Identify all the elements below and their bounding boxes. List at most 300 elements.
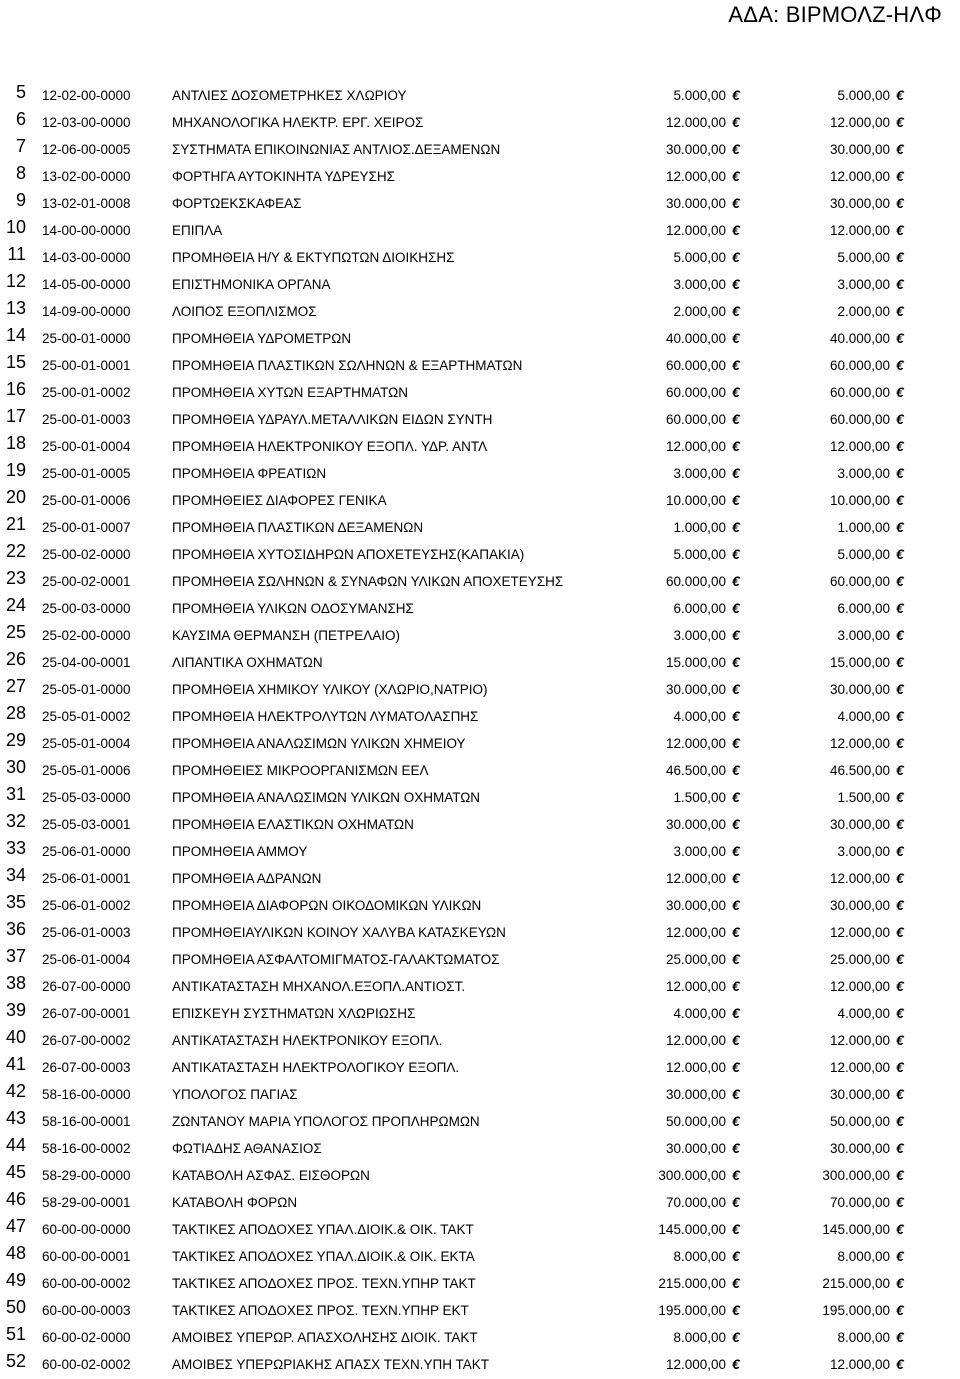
table-row	[0, 757, 960, 784]
euro-symbol: €	[896, 600, 904, 616]
account-code: 25-05-03-0001	[42, 817, 131, 832]
euro-symbol: €	[732, 1086, 740, 1102]
amount-total: 3.000,00	[837, 277, 890, 292]
account-description: ΠΡΟΜΗΘΕΙΑ ΧΥΤΟΣΙΔΗΡΩΝ ΑΠΟΧΕΤΕΥΣΗΣ(ΚΑΠΑΚΙΑ)	[172, 547, 525, 562]
euro-symbol: €	[732, 600, 740, 616]
account-code: 25-00-01-0001	[42, 358, 131, 373]
euro-symbol: €	[732, 681, 740, 697]
euro-symbol: €	[732, 222, 740, 238]
row-number: 8	[15, 163, 26, 183]
table-row	[0, 919, 960, 946]
row-number: 5	[15, 82, 26, 102]
euro-symbol: €	[732, 141, 740, 157]
account-description: ΑΝΤΙΚΑΤΑΣΤΑΣΗ ΗΛΕΚΤΡΟΛΟΓΙΚΟΥ ΕΞΟΠΛ.	[172, 1060, 460, 1075]
row-number: 48	[5, 1243, 26, 1263]
account-code: 25-06-01-0004	[42, 952, 131, 967]
amount-budget: 12.000,00	[665, 169, 726, 184]
euro-symbol: €	[732, 1194, 740, 1210]
row-number: 37	[5, 946, 26, 966]
account-description: ΠΡΟΜΗΘΕΙΑ ΔΙΑΦΟΡΩΝ ΟΙΚΟΔΟΜΙΚΩΝ ΥΛΙΚΩΝ	[172, 898, 482, 913]
amount-budget: 2.000,00	[673, 304, 726, 319]
euro-symbol: €	[732, 168, 740, 184]
amount-budget: 30.000,00	[665, 817, 726, 832]
euro-symbol: €	[732, 465, 740, 481]
row-number: 33	[5, 838, 26, 858]
euro-symbol: €	[896, 492, 904, 508]
euro-symbol: €	[896, 1113, 904, 1129]
amount-budget: 60.000,00	[665, 385, 726, 400]
account-code: 58-29-00-0001	[42, 1195, 131, 1210]
account-description: ΠΡΟΜΗΘΕΙΑ ΠΛΑΣΤΙΚΩΝ ΣΩΛΗΝΩΝ & ΕΞΑΡΤΗΜΑΤΩΝ	[172, 358, 523, 373]
euro-symbol: €	[896, 1329, 904, 1345]
account-code: 12-03-00-0000	[42, 115, 131, 130]
euro-symbol: €	[732, 870, 740, 886]
amount-total: 3.000,00	[837, 844, 890, 859]
row-number: 18	[5, 433, 26, 453]
euro-symbol: €	[732, 438, 740, 454]
euro-symbol: €	[896, 222, 904, 238]
table-row	[0, 217, 960, 244]
table-row	[0, 163, 960, 190]
account-code: 25-06-01-0003	[42, 925, 131, 940]
amount-total: 60.000,00	[829, 358, 890, 373]
amount-budget: 12.000,00	[665, 223, 726, 238]
euro-symbol: €	[732, 303, 740, 319]
account-code: 25-00-01-0007	[42, 520, 131, 535]
amount-budget: 1.000,00	[673, 520, 726, 535]
account-description: ΠΡΟΜΗΘΕΙΑ ΗΛΕΚΤΡΟΛΥΤΩΝ ΛΥΜΑΤΟΛΑΣΠΗΣ	[172, 709, 479, 724]
account-code: 13-02-00-0000	[42, 169, 131, 184]
table-row	[0, 1054, 960, 1081]
amount-budget: 4.000,00	[673, 1006, 726, 1021]
table-row	[0, 487, 960, 514]
row-number: 45	[5, 1162, 26, 1182]
row-number: 25	[5, 622, 26, 642]
amount-total: 6.000,00	[837, 601, 890, 616]
row-number: 6	[15, 109, 26, 129]
account-code: 60-00-00-0000	[42, 1222, 131, 1237]
account-code: 14-05-00-0000	[42, 277, 131, 292]
table-row	[0, 514, 960, 541]
amount-total: 12.000,00	[829, 115, 890, 130]
euro-symbol: €	[732, 1167, 740, 1183]
amount-budget: 30.000,00	[665, 1087, 726, 1102]
euro-symbol: €	[896, 1302, 904, 1318]
account-code: 12-06-00-0005	[42, 142, 131, 157]
amount-budget: 30.000,00	[665, 1141, 726, 1156]
account-code: 58-16-00-0002	[42, 1141, 131, 1156]
euro-symbol: €	[896, 249, 904, 265]
row-number: 13	[5, 298, 26, 318]
amount-budget: 50.000,00	[665, 1114, 726, 1129]
amount-total: 60.000,00	[829, 385, 890, 400]
row-number: 17	[5, 406, 26, 426]
amount-budget: 25.000,00	[665, 952, 726, 967]
euro-symbol: €	[896, 843, 904, 859]
table-row	[0, 406, 960, 433]
euro-symbol: €	[732, 276, 740, 292]
account-code: 14-03-00-0000	[42, 250, 131, 265]
amount-total: 8.000,00	[837, 1249, 890, 1264]
row-number: 30	[5, 757, 26, 777]
euro-symbol: €	[896, 195, 904, 211]
account-code: 26-07-00-0002	[42, 1033, 131, 1048]
row-number: 38	[5, 973, 26, 993]
table-row	[0, 595, 960, 622]
row-number: 35	[5, 892, 26, 912]
amount-total: 30.000,00	[829, 682, 890, 697]
amount-budget: 30.000,00	[665, 196, 726, 211]
table-row	[0, 1027, 960, 1054]
euro-symbol: €	[732, 1032, 740, 1048]
account-description: ΛΙΠΑΝΤΙΚΑ ΟΧΗΜΑΤΩΝ	[172, 655, 323, 670]
amount-total: 30.000,00	[829, 1087, 890, 1102]
row-number: 41	[5, 1054, 26, 1074]
euro-symbol: €	[896, 654, 904, 670]
euro-symbol: €	[896, 1167, 904, 1183]
account-description: ΠΡΟΜΗΘΕΙΕΣ ΔΙΑΦΟΡΕΣ ΓΕΝΙΚΑ	[172, 493, 387, 508]
amount-total: 12.000,00	[829, 223, 890, 238]
euro-symbol: €	[896, 951, 904, 967]
account-code: 25-05-01-0000	[42, 682, 131, 697]
row-number: 16	[5, 379, 26, 399]
row-number: 47	[5, 1216, 26, 1236]
euro-symbol: €	[732, 249, 740, 265]
euro-symbol: €	[896, 789, 904, 805]
euro-symbol: €	[896, 735, 904, 751]
amount-budget: 12.000,00	[665, 1357, 726, 1372]
account-description: ΦΟΡΤΩΕΚΣΚΑΦΕΑΣ	[172, 196, 302, 211]
euro-symbol: €	[896, 1275, 904, 1291]
amount-total: 40.000,00	[829, 331, 890, 346]
row-number: 27	[5, 676, 26, 696]
row-number: 46	[5, 1189, 26, 1209]
amount-budget: 145.000,00	[658, 1222, 726, 1237]
amount-total: 145.000,00	[822, 1222, 890, 1237]
amount-total: 1.500,00	[837, 790, 890, 805]
amount-budget: 46.500,00	[665, 763, 726, 778]
account-code: 25-00-01-0003	[42, 412, 131, 427]
amount-total: 12.000,00	[829, 1060, 890, 1075]
amount-total: 12.000,00	[829, 979, 890, 994]
euro-symbol: €	[732, 735, 740, 751]
euro-symbol: €	[732, 1059, 740, 1075]
euro-symbol: €	[732, 87, 740, 103]
account-description: ΦΟΡΤΗΓΑ ΑΥΤΟΚΙΝΗΤΑ ΥΔΡΕΥΣΗΣ	[172, 169, 395, 184]
amount-budget: 15.000,00	[665, 655, 726, 670]
amount-total: 215.000,00	[822, 1276, 890, 1291]
amount-total: 2.000,00	[837, 304, 890, 319]
euro-symbol: €	[732, 1221, 740, 1237]
euro-symbol: €	[896, 1032, 904, 1048]
row-number: 21	[5, 514, 26, 534]
account-code: 25-06-01-0000	[42, 844, 131, 859]
euro-symbol: €	[896, 1086, 904, 1102]
budget-table	[0, 82, 960, 1378]
account-description: ΕΠΙΣΚΕΥΗ ΣΥΣΤΗΜΑΤΩΝ ΧΛΩΡΙΩΣΗΣ	[172, 1006, 416, 1021]
account-description: ΠΡΟΜΗΘΕΙΑΥΛΙΚΩΝ ΚΟΙΝΟΥ ΧΑΛΥΒΑ ΚΑΤΑΣΚΕΥΩΝ	[172, 925, 506, 940]
euro-symbol: €	[896, 1140, 904, 1156]
amount-total: 5.000,00	[837, 250, 890, 265]
table-row	[0, 811, 960, 838]
account-description: ΛΟΙΠΟΣ ΕΞΟΠΛΙΣΜΟΣ	[172, 304, 317, 319]
table-row	[0, 865, 960, 892]
euro-symbol: €	[732, 627, 740, 643]
amount-total: 25.000,00	[829, 952, 890, 967]
amount-total: 30.000,00	[829, 817, 890, 832]
account-code: 25-02-00-0000	[42, 628, 131, 643]
ada-code: ΑΔΑ: ΒΙΡΜΟΛΖ-ΗΛΦ	[728, 2, 942, 27]
amount-budget: 300.000,00	[658, 1168, 726, 1183]
amount-budget: 12.000,00	[665, 979, 726, 994]
table-row	[0, 1270, 960, 1297]
euro-symbol: €	[732, 654, 740, 670]
euro-symbol: €	[896, 816, 904, 832]
account-code: 14-00-00-0000	[42, 223, 131, 238]
account-description: ΖΩΝΤΑΝΟΥ ΜΑΡΙΑ ΥΠΟΛΟΓΟΣ ΠΡΟΠΛΗΡΩΜΩΝ	[172, 1114, 480, 1129]
account-code: 25-00-02-0000	[42, 547, 131, 562]
euro-symbol: €	[732, 1113, 740, 1129]
euro-symbol: €	[896, 87, 904, 103]
row-number: 14	[5, 325, 26, 345]
account-description: ΣΥΣΤΗΜΑΤΑ ΕΠΙΚΟΙΝΩΝΙΑΣ ΑΝΤΛΙΟΣ.ΔΕΞΑΜΕΝΩΝ	[172, 142, 501, 157]
table-row	[0, 892, 960, 919]
table-row	[0, 1162, 960, 1189]
euro-symbol: €	[896, 357, 904, 373]
account-code: 58-29-00-0000	[42, 1168, 131, 1183]
account-description: ΚΑΥΣΙΜΑ ΘΕΡΜΑΝΣΗ (ΠΕΤΡΕΛΑΙΟ)	[172, 628, 400, 643]
amount-total: 12.000,00	[829, 169, 890, 184]
account-description: ΠΡΟΜΗΘΕΙΑ ΦΡΕΑΤΙΩΝ	[172, 466, 327, 481]
row-number: 34	[5, 865, 26, 885]
amount-total: 195.000,00	[822, 1303, 890, 1318]
euro-symbol: €	[896, 627, 904, 643]
amount-total: 60.000,00	[829, 574, 890, 589]
account-description: ΑΜΟΙΒΕΣ ΥΠΕΡΩΡΙΑΚΗΣ ΑΠΑΣΧ ΤΕΧΝ.ΥΠΗ ΤΑΚΤ	[172, 1357, 489, 1372]
table-row	[0, 730, 960, 757]
account-code: 60-00-02-0002	[42, 1357, 131, 1372]
euro-symbol: €	[896, 1356, 904, 1372]
account-code: 25-00-01-0000	[42, 331, 131, 346]
account-code: 58-16-00-0000	[42, 1087, 131, 1102]
amount-total: 4.000,00	[837, 1006, 890, 1021]
amount-budget: 4.000,00	[673, 709, 726, 724]
amount-total: 8.000,00	[837, 1330, 890, 1345]
amount-total: 4.000,00	[837, 709, 890, 724]
euro-symbol: €	[732, 384, 740, 400]
amount-budget: 12.000,00	[665, 439, 726, 454]
table-row	[0, 946, 960, 973]
account-description: ΠΡΟΜΗΘΕΙΑ ΧΥΤΩΝ ΕΞΑΡΤΗΜΑΤΩΝ	[172, 385, 408, 400]
account-code: 26-07-00-0003	[42, 1060, 131, 1075]
euro-symbol: €	[732, 519, 740, 535]
euro-symbol: €	[896, 276, 904, 292]
amount-budget: 30.000,00	[665, 682, 726, 697]
amount-budget: 215.000,00	[658, 1276, 726, 1291]
row-number: 49	[5, 1270, 26, 1290]
amount-total: 12.000,00	[829, 1033, 890, 1048]
account-description: ΑΜΟΙΒΕΣ ΥΠΕΡΩΡ. ΑΠΑΣΧΟΛΗΣΗΣ ΔΙΟΙΚ. ΤΑΚΤ	[172, 1330, 478, 1345]
account-description: ΕΠΙΣΤΗΜΟΝΙΚΑ ΟΡΓΑΝΑ	[172, 277, 331, 292]
euro-symbol: €	[896, 870, 904, 886]
table-row	[0, 460, 960, 487]
row-number: 19	[5, 460, 26, 480]
account-description: ΜΗΧΑΝΟΛΟΓΙΚΑ ΗΛΕΚΤΡ. ΕΡΓ. ΧΕΙΡΟΣ	[172, 115, 424, 130]
account-description: ΕΠΙΠΛΑ	[172, 223, 223, 238]
account-code: 60-00-02-0000	[42, 1330, 131, 1345]
row-number: 43	[5, 1108, 26, 1128]
table-row	[0, 271, 960, 298]
table-row	[0, 1081, 960, 1108]
account-code: 25-05-01-0006	[42, 763, 131, 778]
account-code: 12-02-00-0000	[42, 88, 131, 103]
euro-symbol: €	[896, 519, 904, 535]
row-number: 44	[5, 1135, 26, 1155]
table-row	[0, 703, 960, 730]
euro-symbol: €	[896, 411, 904, 427]
table-row	[0, 325, 960, 352]
euro-symbol: €	[732, 1248, 740, 1264]
amount-budget: 3.000,00	[673, 466, 726, 481]
euro-symbol: €	[896, 438, 904, 454]
amount-total: 30.000,00	[829, 898, 890, 913]
amount-total: 60.000,00	[829, 412, 890, 427]
euro-symbol: €	[732, 951, 740, 967]
amount-budget: 12.000,00	[665, 871, 726, 886]
euro-symbol: €	[896, 978, 904, 994]
table-row	[0, 973, 960, 1000]
amount-total: 30.000,00	[829, 142, 890, 157]
euro-symbol: €	[732, 843, 740, 859]
euro-symbol: €	[732, 114, 740, 130]
amount-budget: 8.000,00	[673, 1249, 726, 1264]
euro-symbol: €	[896, 1194, 904, 1210]
account-description: ΠΡΟΜΗΘΕΙΑ Η/Υ & ΕΚΤΥΠΩΤΩΝ ΔΙΟΙΚΗΣΗΣ	[172, 250, 455, 265]
amount-budget: 6.000,00	[673, 601, 726, 616]
account-description: ΠΡΟΜΗΘΕΙΑ ΧΗΜΙΚΟΥ ΥΛΙΚΟΥ (ΧΛΩΡΙΟ,ΝΑΤΡΙΟ)	[172, 682, 488, 697]
account-description: ΤΑΚΤΙΚΕΣ ΑΠΟΔΟΧΕΣ ΠΡΟΣ. ΤΕΧΝ.ΥΠΗΡ ΕΚΤ	[172, 1303, 469, 1318]
amount-total: 5.000,00	[837, 547, 890, 562]
row-number: 52	[5, 1351, 26, 1371]
amount-budget: 12.000,00	[665, 1060, 726, 1075]
amount-budget: 5.000,00	[673, 250, 726, 265]
amount-total: 1.000,00	[837, 520, 890, 535]
row-number: 42	[5, 1081, 26, 1101]
table-row	[0, 109, 960, 136]
account-description: ΠΡΟΜΗΘΕΙΑ ΥΔΡΑΥΛ.ΜΕΤΑΛΛΙΚΩΝ ΕΙΔΩΝ ΣΥΝΤΗ	[172, 412, 493, 427]
account-description: ΠΡΟΜΗΘΕΙΑ ΑΔΡΑΝΩΝ	[172, 871, 322, 886]
account-description: ΦΩΤΙΑΔΗΣ ΑΘΑΝΑΣΙΟΣ	[172, 1141, 322, 1156]
amount-total: 3.000,00	[837, 628, 890, 643]
table-row	[0, 1189, 960, 1216]
row-number: 51	[5, 1324, 26, 1344]
amount-budget: 195.000,00	[658, 1303, 726, 1318]
euro-symbol: €	[896, 465, 904, 481]
table-row	[0, 568, 960, 595]
euro-symbol: €	[732, 897, 740, 913]
account-description: ΠΡΟΜΗΘΕΙΑ ΣΩΛΗΝΩΝ & ΣΥΝΑΦΩΝ ΥΛΙΚΩΝ ΑΠΟΧΕΤΕΥΣΗΣ	[172, 574, 564, 589]
account-description: ΚΑΤΑΒΟΛΗ ΑΣΦΑΣ. ΕΙΣΘΟΡΩΝ	[172, 1168, 370, 1183]
amount-budget: 5.000,00	[673, 88, 726, 103]
row-number: 28	[5, 703, 26, 723]
amount-budget: 10.000,00	[665, 493, 726, 508]
account-code: 60-00-00-0003	[42, 1303, 131, 1318]
euro-symbol: €	[732, 1005, 740, 1021]
amount-total: 70.000,00	[829, 1195, 890, 1210]
account-code: 25-00-02-0001	[42, 574, 131, 589]
amount-total: 12.000,00	[829, 1357, 890, 1372]
amount-budget: 30.000,00	[665, 142, 726, 157]
euro-symbol: €	[732, 1356, 740, 1372]
euro-symbol: €	[732, 546, 740, 562]
euro-symbol: €	[896, 1248, 904, 1264]
account-code: 25-05-01-0004	[42, 736, 131, 751]
amount-total: 15.000,00	[829, 655, 890, 670]
table-row	[0, 298, 960, 325]
account-description: ΠΡΟΜΗΘΕΙΑ ΥΔΡΟΜΕΤΡΩΝ	[172, 331, 352, 346]
amount-total: 50.000,00	[829, 1114, 890, 1129]
account-code: 26-07-00-0000	[42, 979, 131, 994]
table-row	[0, 1243, 960, 1270]
table-row	[0, 82, 960, 109]
euro-symbol: €	[732, 573, 740, 589]
account-code: 58-16-00-0001	[42, 1114, 131, 1129]
table-row	[0, 1351, 960, 1378]
euro-symbol: €	[732, 195, 740, 211]
amount-total: 12.000,00	[829, 439, 890, 454]
euro-symbol: €	[732, 924, 740, 940]
table-row	[0, 676, 960, 703]
table-row	[0, 838, 960, 865]
account-description: ΚΑΤΑΒΟΛΗ ΦΟΡΩΝ	[172, 1195, 298, 1210]
account-code: 25-00-01-0006	[42, 493, 131, 508]
row-number: 12	[5, 271, 26, 291]
amount-budget: 60.000,00	[665, 412, 726, 427]
amount-budget: 3.000,00	[673, 628, 726, 643]
euro-symbol: €	[732, 357, 740, 373]
amount-budget: 60.000,00	[665, 358, 726, 373]
account-description: ΤΑΚΤΙΚΕΣ ΑΠΟΔΟΧΕΣ ΥΠΑΛ.ΔΙΟΙΚ.& ΟΙΚ. ΤΑΚΤ	[172, 1222, 474, 1237]
euro-symbol: €	[732, 762, 740, 778]
row-number: 40	[5, 1027, 26, 1047]
euro-symbol: €	[732, 816, 740, 832]
row-number: 29	[5, 730, 26, 750]
row-number: 10	[5, 217, 26, 237]
euro-symbol: €	[896, 330, 904, 346]
euro-symbol: €	[732, 789, 740, 805]
account-description: ΑΝΤΙΚΑΤΑΣΤΑΣΗ ΗΛΕΚΤΡΟΝΙΚΟΥ ΕΞΟΠΛ.	[172, 1033, 443, 1048]
euro-symbol: €	[732, 1329, 740, 1345]
table-row	[0, 1324, 960, 1351]
amount-total: 12.000,00	[829, 871, 890, 886]
amount-budget: 12.000,00	[665, 1033, 726, 1048]
account-code: 25-04-00-0001	[42, 655, 131, 670]
table-row	[0, 190, 960, 217]
account-code: 60-00-00-0001	[42, 1249, 131, 1264]
euro-symbol: €	[732, 330, 740, 346]
table-row	[0, 136, 960, 163]
euro-symbol: €	[732, 1302, 740, 1318]
table-row	[0, 244, 960, 271]
euro-symbol: €	[732, 1275, 740, 1291]
amount-total: 12.000,00	[829, 736, 890, 751]
euro-symbol: €	[896, 762, 904, 778]
account-code: 25-06-01-0001	[42, 871, 131, 886]
amount-total: 300.000,00	[822, 1168, 890, 1183]
account-description: ΠΡΟΜΗΘΕΙΑ ΑΝΑΛΩΣΙΜΩΝ ΥΛΙΚΩΝ ΟΧΗΜΑΤΩΝ	[172, 790, 481, 805]
table-row	[0, 352, 960, 379]
euro-symbol: €	[896, 1059, 904, 1075]
